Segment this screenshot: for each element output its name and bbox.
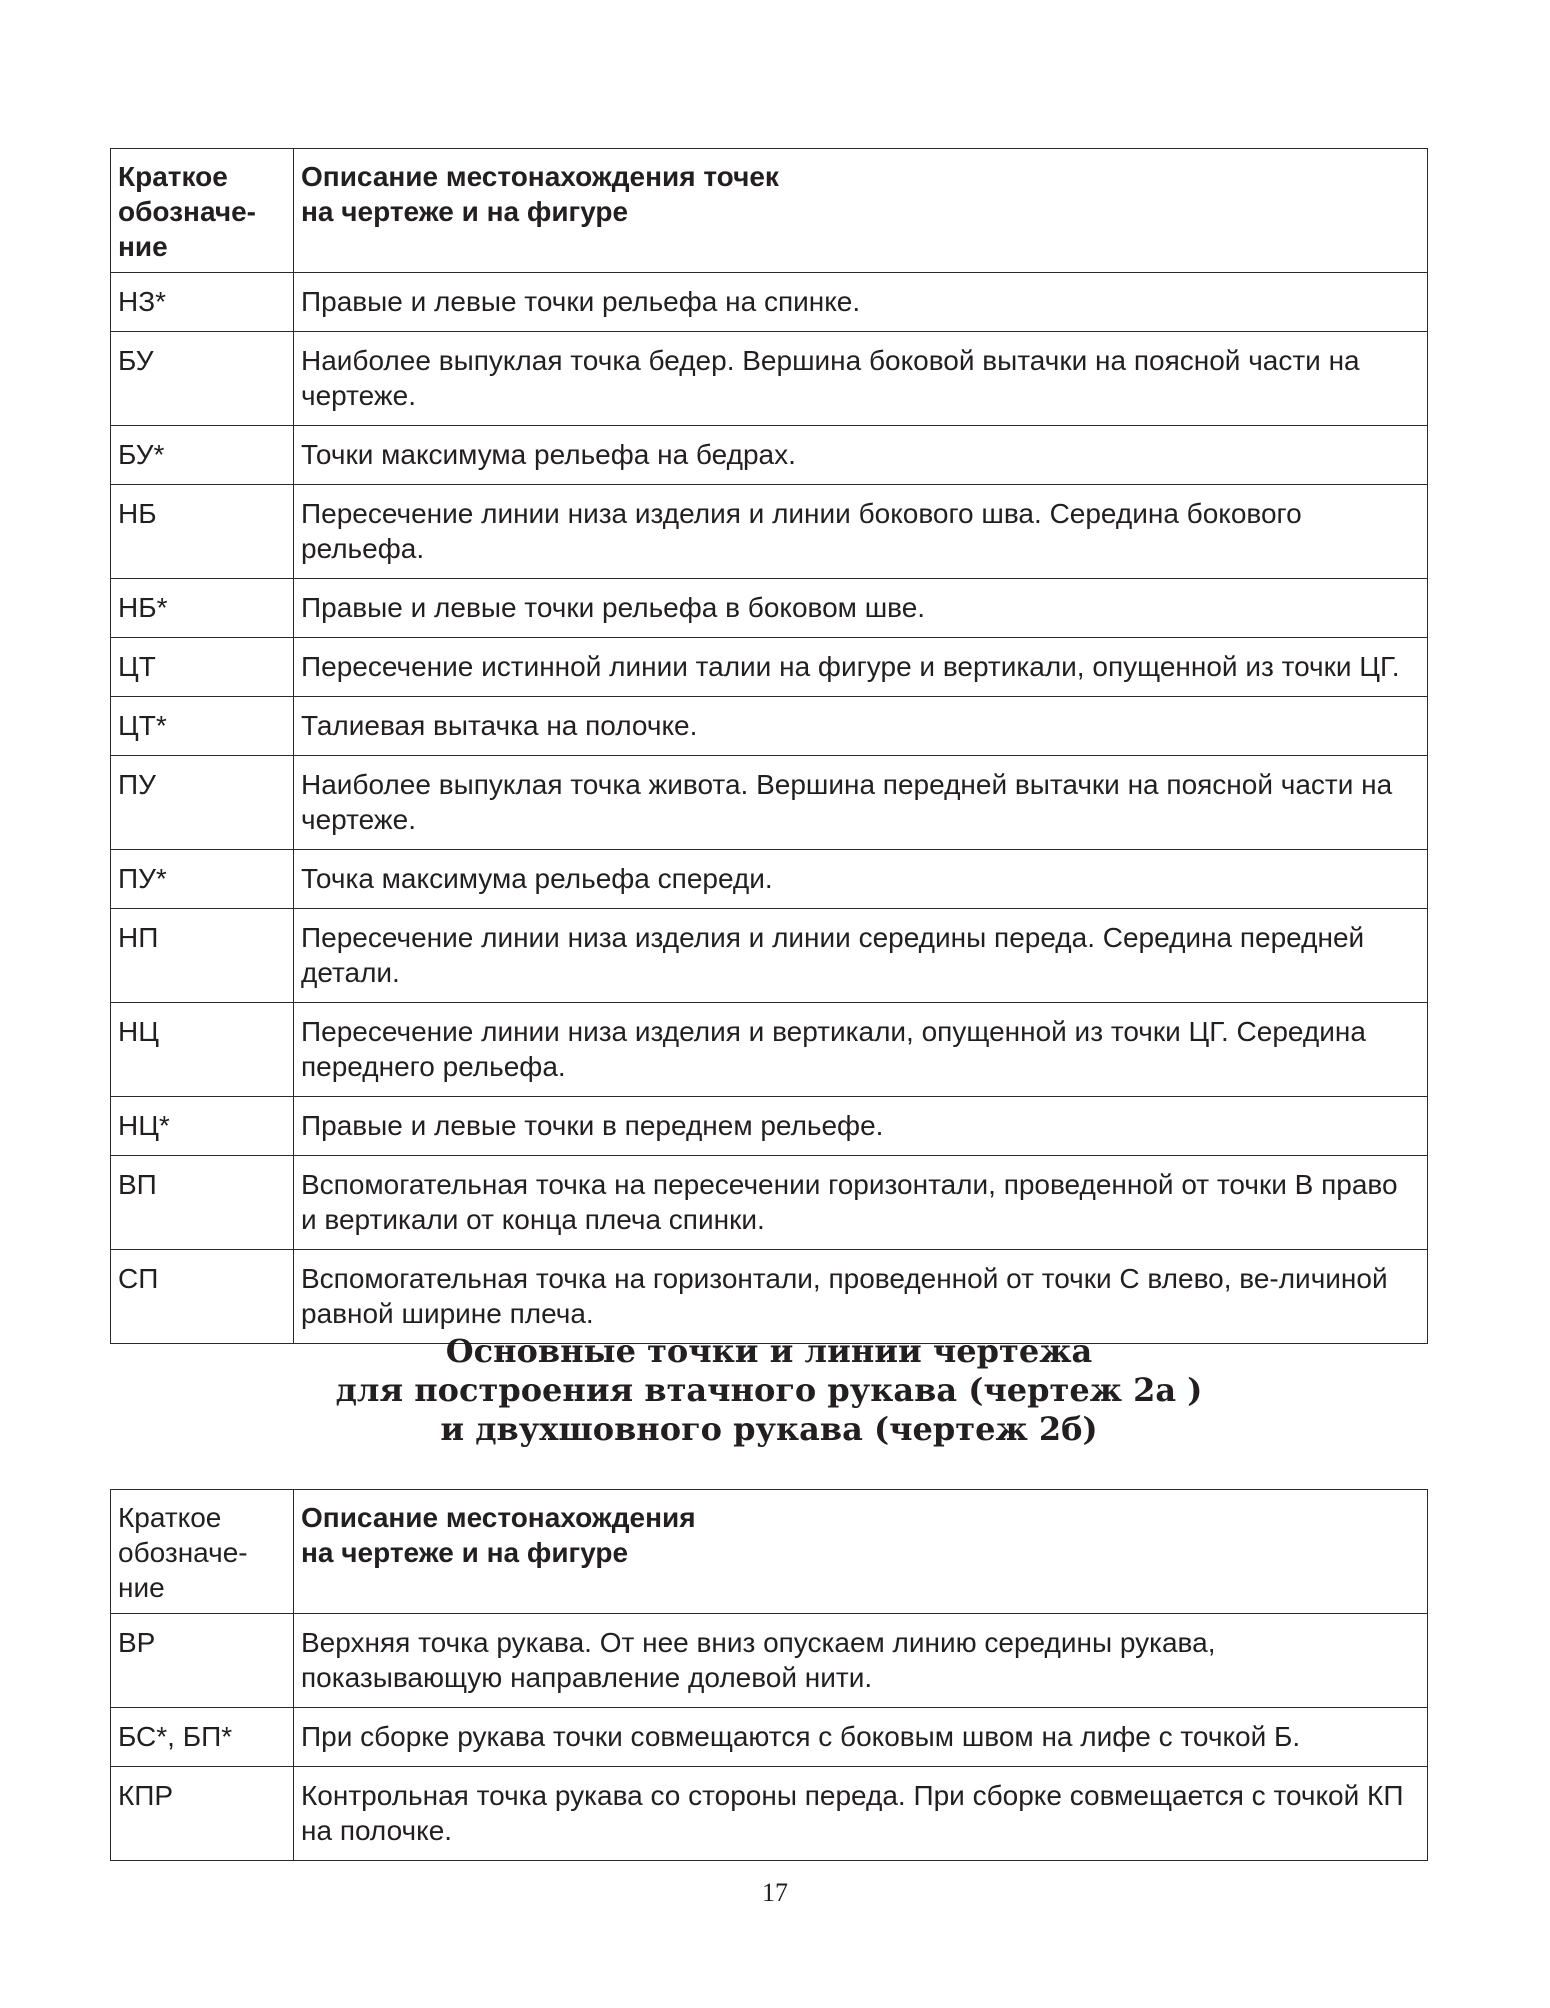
description-cell: Пересечение линии низа изделия и вертикали, опущенной из точки ЦГ. Середина переднего рельефа. — [294, 1003, 1428, 1097]
points-table-main — [110, 148, 1428, 1344]
table-row — [111, 638, 1428, 697]
section-title-line1: Основные точки и линии чертежа — [445, 1332, 1093, 1370]
abbr-cell: ЦТ* — [111, 697, 294, 756]
header-desc-line1: Описание местонахождения — [301, 1502, 696, 1533]
abbr-cell: НЦ — [111, 1003, 294, 1097]
table-row — [111, 850, 1428, 909]
section-title — [110, 1332, 1428, 1449]
abbr-cell: ВП — [111, 1156, 294, 1250]
abbr-cell: ПУ — [111, 756, 294, 850]
table-row — [111, 1156, 1428, 1250]
section-title-line2: для построения втачного рукава (чертеж 2а ) — [335, 1371, 1203, 1409]
table-row — [111, 1003, 1428, 1097]
description-cell: Талиевая вытачка на полочке. — [294, 697, 1428, 756]
section-title-line3: и двухшовного рукава (чертеж 2б) — [440, 1410, 1098, 1448]
abbr-cell: НП — [111, 909, 294, 1003]
table-row — [111, 426, 1428, 485]
points-table-sleeve — [110, 1489, 1428, 1861]
header-desc-line2: на чертеже и на фигуре — [301, 196, 629, 227]
table-row — [111, 697, 1428, 756]
table-row — [111, 1250, 1428, 1344]
description-cell: Пересечение линии низа изделия и линии бокового шва. Середина бокового рельефа. — [294, 485, 1428, 579]
table-row — [111, 1708, 1428, 1767]
header-abbr-cell — [111, 1490, 294, 1614]
header-desc-line1: Описание местонахождения точек — [301, 161, 779, 192]
description-cell: Точка максимума рельефа спереди. — [294, 850, 1428, 909]
abbr-cell: КПР — [111, 1767, 294, 1861]
header-abbr-label: Краткое обозначе-ние — [118, 161, 256, 262]
abbr-cell: НБ — [111, 485, 294, 579]
table-row — [111, 485, 1428, 579]
description-cell: Контрольная точка рукава со стороны переда. При сборке совмещается с точкой КП на полочке. — [294, 1767, 1428, 1861]
header-abbr-cell — [111, 149, 294, 273]
table-row — [111, 332, 1428, 426]
table-header-row — [111, 149, 1428, 273]
table-row — [111, 756, 1428, 850]
table-row — [111, 1097, 1428, 1156]
description-cell: Наиболее выпуклая точка живота. Вершина передней вытачки на поясной части на чертеже. — [294, 756, 1428, 850]
description-cell: Вспомогательная точка на пересечении горизонтали, проведенной от точки В право и вертикали от конца плеча спинки. — [294, 1156, 1428, 1250]
page-number: 17 — [762, 1878, 788, 1907]
description-cell: Пересечение линии низа изделия и линии середины переда. Середина передней детали. — [294, 909, 1428, 1003]
description-cell: При сборке рукава точки совмещаются с боковым швом на лифе с точкой Б. — [294, 1708, 1428, 1767]
table-row — [111, 579, 1428, 638]
abbr-cell: ВР — [111, 1614, 294, 1708]
description-cell: Правые и левые точки рельефа в боковом шве. — [294, 579, 1428, 638]
description-cell: Пересечение истинной линии талии на фигуре и вертикали, опущенной из точки ЦГ. — [294, 638, 1428, 697]
description-cell: Наиболее выпуклая точка бедер. Вершина боковой вытачки на поясной части на чертеже. — [294, 332, 1428, 426]
description-cell: Правые и левые точки в переднем рельефе. — [294, 1097, 1428, 1156]
description-cell: Точки максимума рельефа на бедрах. — [294, 426, 1428, 485]
header-abbr-label: Краткое обозначе-ние — [118, 1502, 248, 1603]
abbr-cell: БС*, БП* — [111, 1708, 294, 1767]
table-row — [111, 909, 1428, 1003]
abbr-cell: ПУ* — [111, 850, 294, 909]
header-desc-cell — [294, 1490, 1428, 1614]
table-row — [111, 1614, 1428, 1708]
description-cell: Правые и левые точки рельефа на спинке. — [294, 273, 1428, 332]
header-desc-cell — [294, 149, 1428, 273]
abbr-cell: НЦ* — [111, 1097, 294, 1156]
table-header-row — [111, 1490, 1428, 1614]
abbr-cell: НБ* — [111, 579, 294, 638]
description-cell: Вспомогательная точка на горизонтали, проведенной от точки С влево, ве-личиной равной ширине плеча. — [294, 1250, 1428, 1344]
header-desc-line2: на чертеже и на фигуре — [301, 1537, 629, 1568]
abbr-cell: ЦТ — [111, 638, 294, 697]
description-cell: Верхняя точка рукава. От нее вниз опускаем линию середины рукава, показывающую направление долевой нити. — [294, 1614, 1428, 1708]
abbr-cell: БУ* — [111, 426, 294, 485]
abbr-cell: БУ — [111, 332, 294, 426]
table-row — [111, 273, 1428, 332]
table-row — [111, 1767, 1428, 1861]
abbr-cell: НЗ* — [111, 273, 294, 332]
abbr-cell: СП — [111, 1250, 294, 1344]
